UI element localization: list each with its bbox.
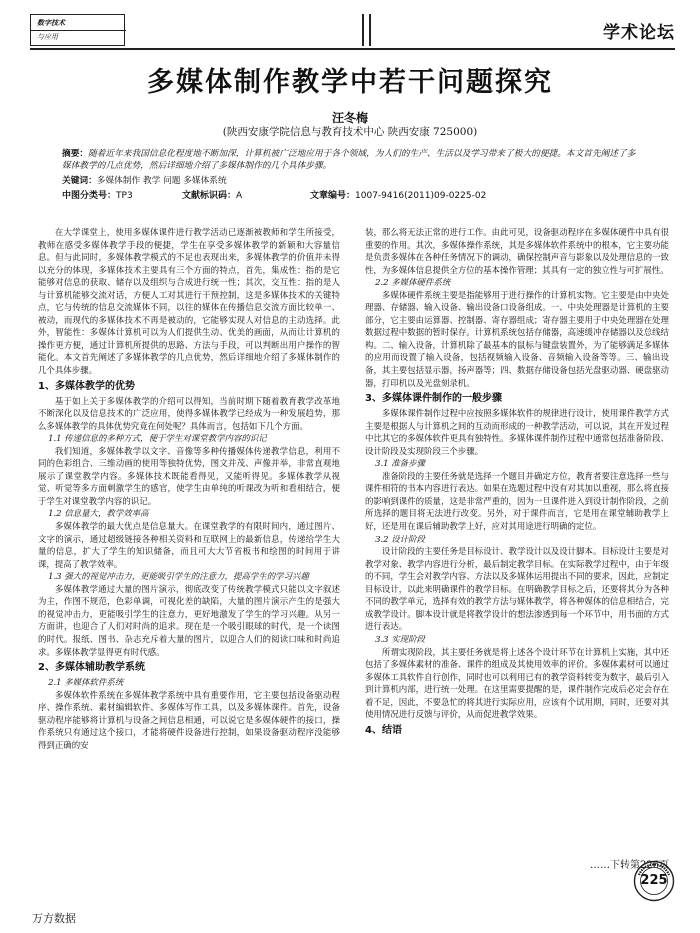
page-number: 225 bbox=[640, 873, 668, 888]
keywords-text: 多媒体制作 教学 问题 多媒体系统 bbox=[96, 176, 227, 186]
section-heading: 3、多媒体课件制作的一般步骤 bbox=[365, 393, 502, 405]
subsection-heading: 3.3 实现阶段 bbox=[375, 633, 425, 644]
left-column bbox=[38, 226, 340, 751]
watermark: 万方数据 bbox=[32, 912, 76, 925]
section-heading: 1、多媒体教学的优势 bbox=[38, 380, 135, 392]
body-paragraph: 我们知道，多媒体教学以文字、音像等多种传播媒体传递教学信息，利用不同的色彩组合、三维动画的使用等独特优势，图文并茂、声像并举，非常直观地展示了课堂教学内容。多媒体技术既能看得见，又能听得见。多媒体教学从视觉、听觉等多方面刺激学生的感官，使学生由单纯的听课改为听和看相结合，便于学生对课堂教学内容的识记。 bbox=[38, 445, 340, 506]
abstract bbox=[62, 148, 642, 172]
clc-field bbox=[62, 188, 133, 201]
body-paragraph: 多媒体教学通过大量的图片演示，彻底改变了传统教学模式只能以文字叙述为主，作图不规范，色彩单调，可视化差的缺陷，大量的图片演示产生的是强大的视觉冲击力，更能吸引学生的注意力，更好地激发了学生的学习兴趣。从另一方面讲，也迎合了人们对时尚的追求。现在是一个吸引眼球的时代，是一个读图的时代。报纸、图书、杂志充斥着大量的图片，以迎合人们的阅读口味和时尚追求。多媒体教学显得更有时代感。 bbox=[38, 583, 340, 657]
abstract-text: 随着近年来我国信息化程度地不断加深，计算机被广泛地应用于各个领域，为人们的生产、生活以及学习带来了极大的便捷。本文首先阐述了多媒体教学的几点优势，然后详细地介绍了多媒体制作的几个具体步骤。 bbox=[62, 149, 636, 172]
doc-code-value: A bbox=[236, 191, 243, 201]
doc-code-field bbox=[182, 188, 242, 201]
subsection-heading: 3.2 设计阶段 bbox=[375, 533, 425, 544]
subsection-heading: 2.2 多媒体硬件系统 bbox=[375, 277, 451, 288]
subsection-heading: 1.1 传递信息的多种方式，便于学生对课堂教学内容的识记 bbox=[48, 433, 267, 444]
keywords bbox=[62, 174, 227, 186]
subsection-heading: 1.2 信息量大，教学效率高 bbox=[48, 508, 149, 519]
article-title: 多媒体制作教学中若干问题探究 bbox=[147, 67, 553, 98]
section-heading: 4、结语 bbox=[365, 724, 402, 736]
body-paragraph: 装，那么将无法正常的进行工作。由此可见，设备驱动程序在多媒体硬件中具有很重要的作用。其次，多媒体操作系统，其是多媒体软件系统中的根本，它主要功能是负责多媒体在各种任务情况下的调动，确保控制声音与影象以及处理信息的一致性，为多媒体信息提供全方位的基本操作管理；其具有一定的独立性与可扩展性。 bbox=[365, 227, 669, 275]
author-name: 汪冬梅 bbox=[331, 111, 368, 125]
subsection-heading: 2.1 多媒体软件系统 bbox=[48, 677, 124, 688]
section-tag: 学术论坛 bbox=[603, 23, 675, 43]
journal-name-line2: 与应用 bbox=[37, 33, 58, 41]
journal-badge bbox=[30, 14, 125, 46]
header-rule bbox=[30, 48, 675, 50]
body-paragraph: 多媒体课件制作过程中应按照多媒体软件的规律进行设计，使用课件教学方式主要是根据人与计算机之间的互动而形成的一种教学活动，可以说，其在开发过程中比其它的多媒体软件更具有独特性。多媒体课件制作过程中通常包括准备阶段、设计阶段及实现阶段三个步骤。 bbox=[365, 408, 669, 456]
subsection-heading: 3.1 准备步骤 bbox=[375, 458, 425, 469]
body-paragraph: 设计阶段的主要任务是目标设计、教学设计以及设计脚本。目标设计主要是对教学对象、教学内容进行分析，最后制定教学目标。在实际教学过程中，由于年级的不同，学生会对教学内容、方法以及多媒体运用提出不同的要求，因此，应制定目标设计，以此来明确课件的教学目标。在明确教学目标之后，还要将其分为各种不同的教学单元，选择有效的教学方法与媒体教学，将各种媒体的信息相结合，完成教学设计。脚本设计就是将教学设计的想法渗透到每一个环节中，用书面的方式进行表达。 bbox=[365, 546, 669, 632]
author-affiliation: (陕西安康学院信息与教育技术中心 陕西安康 725000) bbox=[222, 126, 478, 138]
clc-value: TP3 bbox=[116, 191, 133, 201]
clc-label: 中图分类号： bbox=[62, 191, 117, 201]
subsection-heading: 1.3 强大的视觉冲击力，更能吸引学生的注意力，提高学生的学习兴趣 bbox=[48, 571, 309, 582]
right-column bbox=[365, 226, 669, 739]
article-no-field bbox=[310, 188, 486, 201]
journal-name-line1: 数字技术 bbox=[37, 18, 65, 27]
body-paragraph: 所谓实现阶段，其主要任务就是将上述各个设计环节在计算机上实施，其中还包括了多媒体素材的准备、课件的组成及其使用效率的评价。多媒体素材可以通过多媒体工具软件自行创作，同时也可以利用已有的教学资料转变为数字，最后引入到计算机内部，进行统一处理。在这里需要提醒的是，课件制作完成后必定会存在着不足，因此，不要急忙的将其进行实际应用，应该有个试用期，同时，还要对其使用情况进行反馈与评价，从而促进教学效果。 bbox=[365, 646, 669, 720]
page-number-seal bbox=[633, 860, 675, 902]
body-paragraph: 基于如上关于多媒体教学的介绍可以得知，当前时期下随着教育教学改革地不断深化以及信息技术的广泛应用，使得多媒体教学已经成为一种发展趋势，那么多媒体教学的具体优势究竟在何处呢？具体而言，包括如下几个方面。 bbox=[38, 395, 340, 431]
body-paragraph: 准备阶段的主要任务就是选择一个题目并确定方位，教育者要注意选择一些与课件相符的书本内容进行表达。如果在选题过程中没有对其加以重视，那么将直接的影响到课件的质量，这是非常严重的，因为一旦课件进入到设计制作阶段，之前所选择的题目将无法进行改变。另外，对于课件而言，它是用在课堂辅助教学上好，还是用在课后辅助教学上好，应对其用途进行明确的定位。 bbox=[365, 470, 669, 532]
abstract-label: 摘要： bbox=[62, 149, 89, 159]
keywords-label: 关键词： bbox=[62, 176, 97, 186]
body-paragraph: 多媒体硬件系统主要是指能够用于进行操作的计算机实物。它主要是由中央处理器、存储器、输入设备、输出设备口设备组成。一、中央处理器是计算机的主要部分，它主要由运算器、控制器、寄存器组成；寄存器主要用于中央处理器在处理数据过程中数据的暂时保存。计算机系统包括存储器，高速缓冲存储器以及总线结构。二、输入设备，计算机除了最基本的鼠标与键盘装置外，为了能够满足多媒体的应用而设置了输入设备，包括视频输入设备、音频输入设备等等。三、输出设备，其主要包括显示器，扬声器等；四、数据存储设备包括光盘驱动器、硬盘驱动器，打印机以及光盘刻录机。 bbox=[365, 289, 669, 388]
article-no-label: 文章编号： bbox=[310, 191, 356, 201]
doc-code-label: 文献标识码： bbox=[182, 191, 237, 201]
body-paragraph: 多媒体软件系统在多媒体教学系统中具有重要作用，它主要包括设备驱动程序、操作系统、素材编辑软件、多媒体写作工具，以及多媒体课件。首先，设备驱动程序能够将计算机与设备之间信息相通，可以说它是多媒体硬件的接口，操作系统只有通过这个接口，才能将硬件设备进行控制，如果设备驱动程序没能够得到正确的安 bbox=[38, 689, 340, 750]
article-no-value: 1007-9416(2011)09-0225-02 bbox=[355, 191, 487, 201]
header-bars bbox=[360, 14, 376, 46]
section-heading: 2、多媒体辅助教学系统 bbox=[38, 662, 145, 674]
intro-paragraph: 在大学课堂上，使用多媒体课件进行教学活动已逐渐被教师和学生所接受，教师在感受多媒体教学手段的便捷，学生在享受多媒体教学的新颖和大容量信息。但与此同时，多媒体教学模式的不足也表现出来，多媒体教学的价值并未得以充分的体现，多媒体技术主要具有三个方面的特点，首先，集成性：指的是它能够对信息的获取、储存以及组织与合成进行统一性；其次，交互性：指的是人与计算机能够交流对话，方便人工对其进行干预控制，这是多媒体技术的关键特点，它与传统的信息交流媒体不同，以往的媒体在传播信息交流方面比较单一、被动，而现代的多媒体技术不再是被动的，它能够实现人对信息的主动选择。此外，智能性：多媒体计算机可以为人们提供生动、优美的画面，从而让计算机的操作更方便，通过计算机所提供的思路、方法与手段，可以判断出用户操作的智能化。本文首先阐述了多媒体教学的几点优势，然后详细地介绍了多媒体制作的几个具体步骤。 bbox=[38, 227, 340, 376]
continued-note: ……下转第226页 bbox=[590, 860, 670, 871]
body-paragraph: 多媒体教学的最大优点是信息量大。在课堂教学的有限时间内，通过图片、文字的演示，通过超级链接各种相关资料和互联网上的最新信息，传递给学生大量的信息，扩大了学生的知识储备，而且可大大节省板书和绘图的时间用于讲课，提高了教学效率。 bbox=[38, 521, 340, 569]
running-header bbox=[30, 14, 675, 48]
